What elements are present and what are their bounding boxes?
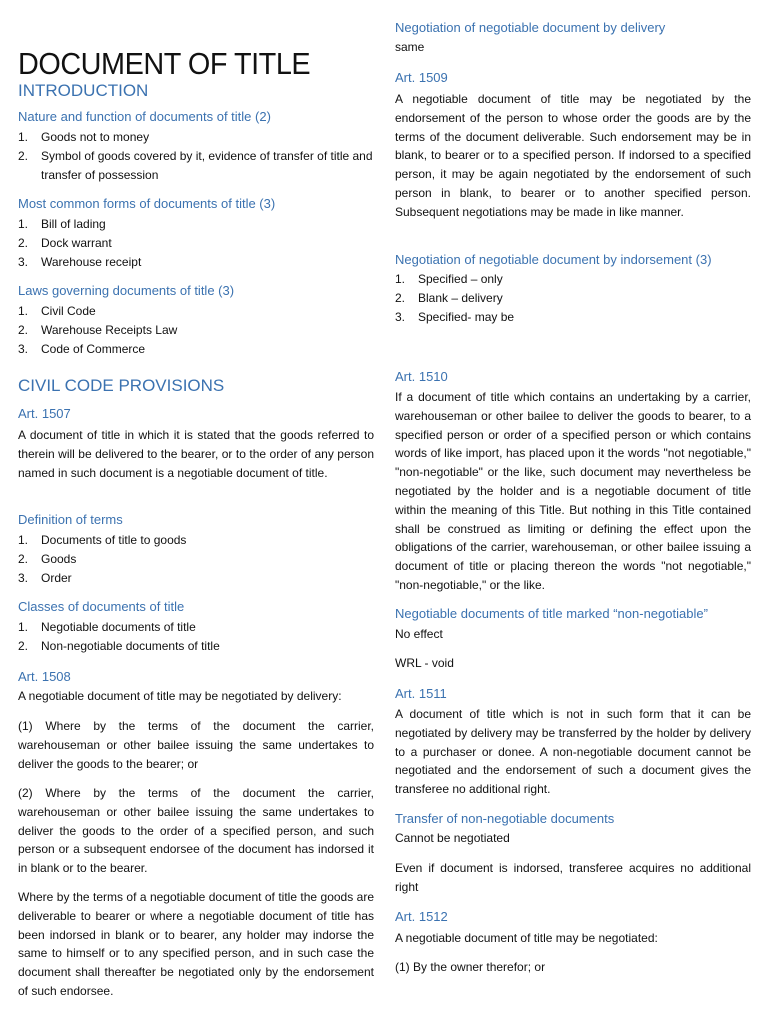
art1511-text: A document of title which is not in such form that it can be negotiated by delivery may be transferred by the holder by delivery to a purchaser or donee. A non-negotiable document cannot be negotiated and the endorsement of such a document gives the transferee no additional right. — [395, 707, 751, 797]
forms-heading: Most common forms of documents of title (3) — [18, 196, 276, 211]
art1512-heading: Art. 1512 — [395, 909, 448, 924]
list-item: 3. Code of Commerce — [18, 341, 146, 356]
art1509-heading: Art. 1509 — [395, 70, 448, 85]
forms-list — [18, 215, 374, 271]
neg-delivery-heading: Negotiation of negotiable document by delivery — [395, 20, 666, 35]
civil-code-heading: CIVIL CODE PROVISIONS — [18, 376, 225, 395]
list-item: 1. Goods not to money — [18, 130, 150, 144]
definition-heading: Definition of terms — [18, 512, 123, 527]
definition-list — [18, 531, 374, 587]
list-item: 1. Specified – only — [395, 272, 503, 286]
art1509-text: A negotiable document of title may be negotiated by the endorsement of the person to whose order the goods are by the terms of the document deliverable. Such endorsement may be in blank, to bearer or to a specified person. If indorsed to a specified person, it may be again negotiated by the endorsement of such person in blank, to bearer or to another specified person. Subsequent negotiations may be made in like manner. — [395, 92, 751, 219]
art1512-paragraph-1: (1) By the owner therefor; or — [395, 960, 546, 974]
art1510-heading: Art. 1510 — [395, 369, 448, 384]
list-item: 2. Non-negotiable documents of title — [18, 638, 220, 653]
neg-indorsement-heading: Negotiation of negotiable document by indorsement (3) — [395, 252, 712, 267]
list-item: 1. Civil Code — [18, 304, 96, 318]
art1511-heading: Art. 1511 — [395, 686, 447, 701]
list-item: 2. Blank – delivery — [395, 290, 503, 305]
wrl-text: WRL - void — [395, 656, 454, 670]
list-item: 1. Bill of lading — [18, 217, 106, 231]
laws-list — [18, 302, 374, 358]
neg-indorsement-list — [395, 270, 751, 326]
list-item: 2. Goods — [18, 551, 77, 566]
art1508-intro: A negotiable document of title may be negotiated by delivery: — [18, 689, 342, 703]
even-text: Even if document is indorsed, transferee acquires no additional right — [395, 861, 751, 894]
marked-heading: Negotiable documents of title marked “non-negotiable” — [395, 606, 708, 621]
classes-heading: Classes of documents of title — [18, 599, 185, 614]
neg-delivery-text: same — [395, 40, 425, 54]
list-item: 2. Dock warrant — [18, 235, 112, 250]
list-item: 1. Documents of title to goods — [18, 533, 187, 547]
list-item: 1. Negotiable documents of title — [18, 620, 196, 634]
list-item: 3. Warehouse receipt — [18, 254, 142, 269]
art1508-heading: Art. 1508 — [18, 669, 71, 684]
document-title: DOCUMENT OF TITLE — [18, 46, 311, 81]
nature-list — [18, 128, 374, 184]
art1508-paragraph-1: (1) Where by the terms of the document the carrier, warehouseman or other bailee issuing the same undertakes to deliver the goods to the bearer; or — [18, 719, 374, 771]
transfer-text: Cannot be negotiated — [395, 831, 510, 845]
art1507-heading: Art. 1507 — [18, 406, 71, 421]
art1512-text: A negotiable document of title may be negotiated: — [395, 931, 658, 945]
art1507-text: A document of title in which it is stated that the goods referred to therein will be delivered to the bearer, or to the order of any person named in such document is a negotiable document of title. — [18, 428, 374, 480]
art1508-paragraph-2: (2) Where by the terms of the document the carrier, warehouseman or other bailee issuing the same undertakes to deliver the goods to the order of a specified person, and such person or a subsequent endorsee of the document has indorsed it in blank or to the bearer. — [18, 786, 374, 876]
list-item: 3. Specified- may be — [395, 309, 515, 324]
list-item: 2. Warehouse Receipts Law — [18, 322, 178, 337]
art1508-paragraph-3: Where by the terms of a negotiable document of title the goods are deliverable to bearer or where a negotiable document of title has been indorsed in blank or to bearer, any holder may indorse the same to himself or to any specified person, and in such case the document shall thereafter be negotiated only by the endorsement of such endorsee. — [18, 890, 374, 998]
list-item: 3. Order — [18, 570, 72, 585]
list-item: 2. Symbol of goods covered by it, evidence of transfer of title and transfer of possession — [18, 148, 373, 182]
introduction-heading: INTRODUCTION — [18, 81, 149, 100]
laws-heading: Laws governing documents of title (3) — [18, 283, 235, 298]
marked-text: No effect — [395, 627, 443, 641]
art1510-text: If a document of title which contains an undertaking by a carrier, warehouseman or other bailee to deliver the goods to bearer, to a specified person or order of a specified person or which contains words of like import, has placed upon it the words "not negotiable," "non-negotiable" or the like, such document may nevertheless be negotiated by the holder and is a negotiable document of title within the meaning of this Title. But nothing in this Title contained shall be construed as limiting or defining the effect upon the obligations of the carrier, warehouseman, or other bailee issuing a document of title or placing thereon the words "not negotiable," "non-negotiable," or the like. — [395, 390, 751, 592]
transfer-heading: Transfer of non-negotiable documents — [395, 811, 615, 826]
nature-heading: Nature and function of documents of title (2) — [18, 109, 271, 124]
classes-list — [18, 618, 374, 656]
